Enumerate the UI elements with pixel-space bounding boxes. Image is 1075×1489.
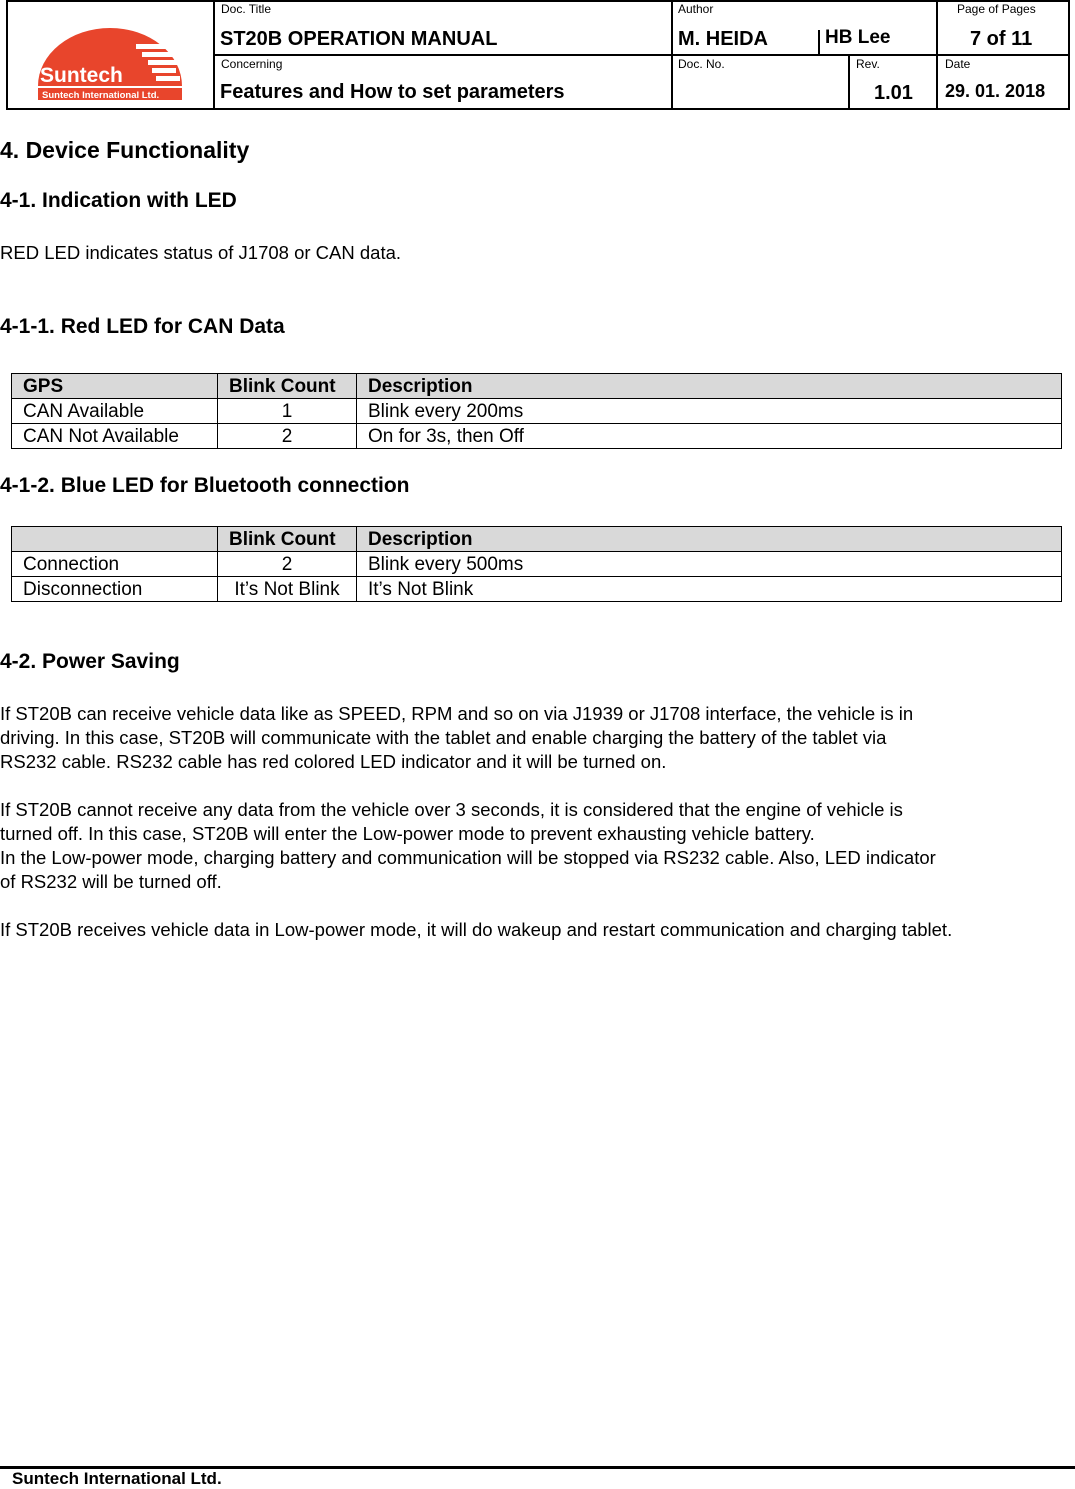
logo-subtitle: Suntech International Ltd. xyxy=(42,90,160,101)
table-header-cell: Blink Count xyxy=(218,527,357,552)
table-cell: Connection xyxy=(12,552,218,577)
page-label: Page of Pages xyxy=(957,2,1036,16)
header-divider xyxy=(818,30,820,54)
table-header-cell xyxy=(12,527,218,552)
doc-title: ST20B OPERATION MANUAL xyxy=(220,28,498,50)
page-of-pages: 7 of 11 xyxy=(970,28,1033,50)
bluetooth-led-table xyxy=(11,526,1062,602)
section-title-4-2: 4-2. Power Saving xyxy=(0,650,180,673)
table-cell: 2 xyxy=(218,552,357,577)
table-cell: Disconnection xyxy=(12,577,218,602)
concerning-label: Concerning xyxy=(221,57,283,71)
table-cell: It’s Not Blink xyxy=(218,577,357,602)
paragraph-line: turned off. In this case, ST20B will enter the Low-power mode to prevent exhausting vehicle battery. xyxy=(0,823,815,844)
paragraph-line: of RS232 will be turned off. xyxy=(0,871,222,892)
section-title-4-1-2: 4-1-2. Blue LED for Bluetooth connection xyxy=(0,474,410,497)
table-cell: On for 3s, then Off xyxy=(357,424,1062,449)
table-header-row xyxy=(12,374,1062,399)
section-title-4-1-1: 4-1-1. Red LED for CAN Data xyxy=(0,315,285,338)
header-divider xyxy=(213,54,1068,56)
table-cell: Blink every 500ms xyxy=(357,552,1062,577)
paragraph-line: driving. In this case, ST20B will communicate with the tablet and enable charging the battery of the tablet via xyxy=(0,727,887,748)
paragraph-line: If ST20B can receive vehicle data like as SPEED, RPM and so on via J1939 or J1708 interface, the vehicle is in xyxy=(0,703,914,724)
author-primary: M. HEIDA xyxy=(678,28,768,50)
section-4-1-text: RED LED indicates status of J1708 or CAN data. xyxy=(0,242,402,263)
rev-value: 1.01 xyxy=(874,82,913,104)
table-cell: 1 xyxy=(218,399,357,424)
paragraph-line: If ST20B receives vehicle data in Low-power mode, it will do wakeup and restart communication and charging tablet. xyxy=(0,919,953,940)
table-header-cell: GPS xyxy=(12,374,218,399)
table-header-row xyxy=(12,527,1062,552)
document-header xyxy=(6,0,1070,110)
paragraph-line: RS232 cable. RS232 cable has red colored LED indicator and it will be turned on. xyxy=(0,751,667,772)
table-header-cell: Description xyxy=(357,527,1062,552)
section-title-4-1: 4-1. Indication with LED xyxy=(0,189,237,212)
table-header-cell: Blink Count xyxy=(218,374,357,399)
suntech-logo xyxy=(30,22,190,102)
table-row xyxy=(12,577,1062,602)
table-cell: 2 xyxy=(218,424,357,449)
table-cell: Blink every 200ms xyxy=(357,399,1062,424)
logo-wordmark: Suntech xyxy=(40,64,123,87)
date-value: 29. 01. 2018 xyxy=(945,81,1046,101)
footer-company: Suntech International Ltd. xyxy=(12,1469,222,1488)
table-row xyxy=(12,552,1062,577)
paragraph-line: In the Low-power mode, charging battery and communication will be stopped via RS232 cable. Also, LED indicator xyxy=(0,847,936,868)
author-label: Author xyxy=(678,2,714,16)
table-row xyxy=(12,399,1062,424)
section-title-4: 4. Device Functionality xyxy=(0,137,250,163)
header-divider xyxy=(848,55,850,108)
table-row xyxy=(12,424,1062,449)
rev-label: Rev. xyxy=(856,57,880,71)
table-header-cell: Description xyxy=(357,374,1062,399)
concerning-value: Features and How to set parameters xyxy=(220,81,565,103)
doc-title-label: Doc. Title xyxy=(221,2,272,16)
table-cell: It’s Not Blink xyxy=(357,577,1062,602)
paragraph-line: If ST20B cannot receive any data from the vehicle over 3 seconds, it is considered that the engine of vehicle is xyxy=(0,799,903,820)
table-cell: CAN Not Available xyxy=(12,424,218,449)
table-cell: CAN Available xyxy=(12,399,218,424)
date-label: Date xyxy=(945,57,971,71)
can-led-table xyxy=(11,373,1062,449)
doc-no-label: Doc. No. xyxy=(678,57,725,71)
author-secondary: HB Lee xyxy=(825,27,891,48)
